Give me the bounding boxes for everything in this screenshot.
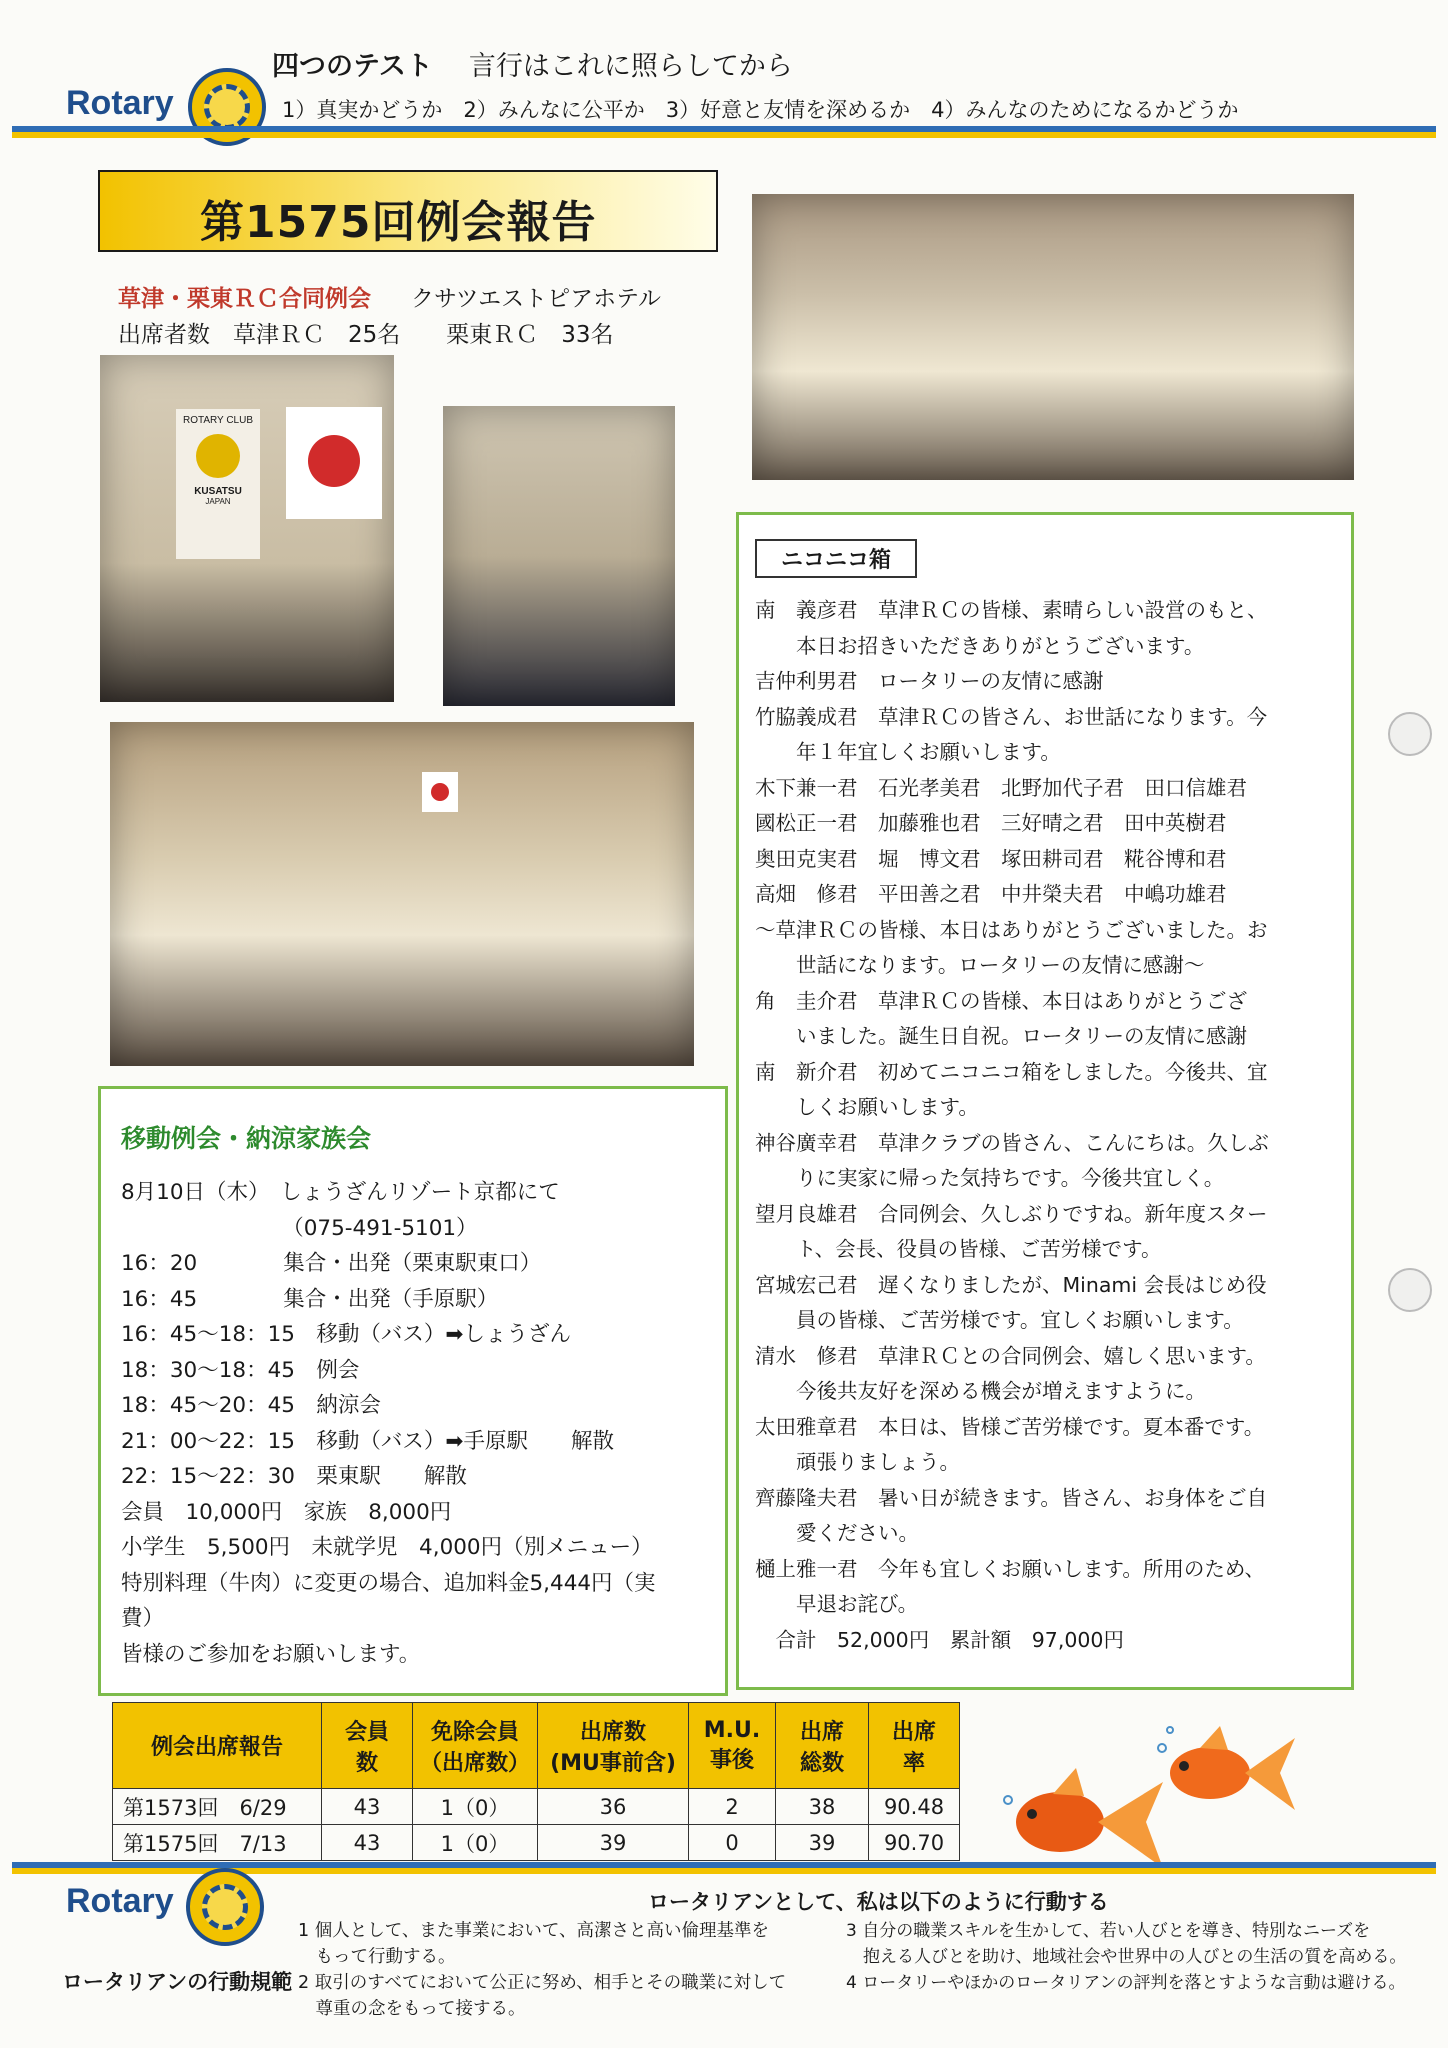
niko-line: 竹脇義成君 草津ＲＣの皆さん、お世話になります。今 xyxy=(755,704,1268,729)
table-cell: 1（0） xyxy=(413,1789,538,1825)
japan-flag xyxy=(286,407,382,519)
photo-banquet-tables xyxy=(110,722,694,1066)
japan-flag-small xyxy=(422,772,458,812)
attendance-table-title: 例会出席報告 xyxy=(113,1703,322,1789)
report-title-box xyxy=(98,170,718,252)
table-row xyxy=(113,1789,960,1825)
code-item: 尊重の念をもって接する。 xyxy=(298,1999,526,2019)
attendance-table xyxy=(112,1702,960,1861)
report-title: 第1575回例会報告 xyxy=(200,197,597,248)
table-cell: 39 xyxy=(776,1825,869,1861)
row-label: 第1573回 6/29 xyxy=(113,1789,322,1825)
binder-hole xyxy=(1388,1268,1432,1312)
niko-line: 樋上雅一君 今年も宜しくお願いします。所用のため、 xyxy=(755,1556,1266,1581)
niko-line: 合計 52,000円 累計額 97,000円 xyxy=(755,1627,1124,1652)
event-line: 22：15〜22：30 栗東駅 解散 xyxy=(121,1464,467,1489)
code-item: もって行動する。 xyxy=(298,1947,456,1967)
niko-line: 太田雅章君 本日は、皆様ご苦労様です。夏本番です。 xyxy=(755,1414,1265,1439)
event-line: 16：45〜18：15 移動（バス）➡しょうざん xyxy=(121,1322,571,1347)
niko-niko-box xyxy=(736,512,1354,1690)
code-of-conduct-heading: ロータリアンとして、私は以下のように行動する xyxy=(648,1890,1109,1914)
footer-rotary-logo-text: Rotary xyxy=(66,1882,174,1920)
niko-heading: ニコニコ箱 xyxy=(755,539,917,578)
niko-line: ト、会長、役員の皆様、ご苦労様です。 xyxy=(755,1237,1162,1261)
event-line: 皆様のご参加をお願いします。 xyxy=(121,1641,421,1667)
niko-line: 木下兼一君 石光孝美君 北野加代子君 田口信雄君 xyxy=(755,775,1247,800)
niko-line: 年１年宜しくお願いします。 xyxy=(755,740,1061,764)
footer-rotary-wheel-icon xyxy=(186,1868,264,1946)
niko-line: 世話になります。ロータリーの友情に感謝〜 xyxy=(755,953,1205,977)
niko-line: 吉仲利男君 ロータリーの友情に感謝 xyxy=(755,669,1104,693)
event-notice-box xyxy=(98,1086,728,1696)
niko-line: りに実家に帰った気持ちです。今後共宜しく。 xyxy=(755,1166,1225,1190)
four-way-test-title: 四つのテスト 言行はこれに照らしてから xyxy=(272,51,793,82)
code-item: 抱える人びとを助け、地域社会や世界中の人びとの生活の質を高める。 xyxy=(846,1947,1407,1967)
meeting-name: 草津・栗東ＲＣ合同例会 クサツエストピアホテル xyxy=(118,286,662,312)
event-line: （075-491-5101） xyxy=(121,1215,478,1241)
binder-hole xyxy=(1388,712,1432,756)
club-banner: ROTARY CLUB KUSATSU JAPAN xyxy=(176,409,260,559)
goldfish-icon xyxy=(1150,1718,1300,1828)
niko-line: 高畑 修君 平田善之君 中井榮夫君 中嶋功雄君 xyxy=(755,882,1227,906)
niko-line: 國松正一君 加藤雅也君 三好晴之君 田中英樹君 xyxy=(755,811,1227,835)
table-cell: 38 xyxy=(776,1789,869,1825)
col-header: 会員 数 xyxy=(322,1703,413,1789)
four-way-test-items: 1）真実かどうか 2）みんなに公平か 3）好意と友情を深めるか 4）みんなのためになるかどうか xyxy=(282,98,1239,122)
niko-line: いました。誕生日自祝。ロータリーの友情に感謝 xyxy=(755,1024,1247,1048)
photo-banquet-hall-top xyxy=(752,194,1354,480)
table-cell: 43 xyxy=(322,1789,413,1825)
niko-line: 望月良雄君 合同例会、久しぶりですね。新年度スター xyxy=(755,1201,1268,1226)
code-item: 4 ロータリーやほかのロータリアンの評判を落とすような言動は避ける。 xyxy=(846,1973,1406,1993)
table-row xyxy=(113,1825,960,1861)
table-cell: 1（0） xyxy=(413,1825,538,1861)
code-item: 3 自分の職業スキルを生かして、若い人びとを導き、特別なニーズを xyxy=(846,1921,1371,1941)
niko-line: 奥田克実君 堀 博文君 塚田耕司君 糀谷博和君 xyxy=(755,846,1227,871)
attendance-summary: 出席者数 草津ＲＣ 25名 栗東ＲＣ 33名 xyxy=(118,322,614,348)
table-cell: 2 xyxy=(689,1789,776,1825)
code-item: 1 個人として、また事業において、高潔さと高い倫理基準を xyxy=(298,1921,769,1941)
niko-line: 頑張りましょう。 xyxy=(755,1450,960,1474)
niko-line: 員の皆様、ご苦労様です。宜しくお願いします。 xyxy=(755,1308,1244,1332)
col-header: 免除会員 （出席数） xyxy=(413,1703,538,1789)
event-line: 特別料理（牛肉）に変更の場合、追加料金5,444円（実 xyxy=(121,1570,656,1596)
niko-line: 神谷廣幸君 草津クラブの皆さん、こんにちは。久しぶ xyxy=(755,1130,1269,1155)
table-cell: 43 xyxy=(322,1825,413,1861)
event-line: 16：20 集合・出発（栗東駅東口） xyxy=(121,1251,542,1276)
code-of-conduct-title: ロータリアンの行動規範 xyxy=(62,1970,293,1994)
niko-line: 清水 修君 草津ＲＣとの合同例会、嬉しく思います。 xyxy=(755,1343,1266,1368)
event-line: 小学生 5,500円 未就学児 4,000円（別メニュー） xyxy=(121,1535,653,1560)
rotary-logo-text: Rotary xyxy=(66,84,174,122)
col-header: 出席 率 xyxy=(869,1703,960,1789)
photo-speaker-microphone xyxy=(443,406,675,706)
niko-line: 〜草津ＲＣの皆様、本日はありがとうございました。お xyxy=(755,917,1268,942)
niko-line: 角 圭介君 草津ＲＣの皆様、本日はありがとうござ xyxy=(755,988,1247,1013)
code-items-right xyxy=(846,1918,1406,1996)
event-heading: 移動例会・納涼家族会 xyxy=(121,1124,372,1153)
event-line: 21：00〜22：15 移動（バス）➡手原駅 解散 xyxy=(121,1428,614,1454)
event-line: 費） xyxy=(121,1606,165,1631)
col-header: M.U. 事後 xyxy=(689,1703,776,1789)
table-cell: 0 xyxy=(689,1825,776,1861)
code-item: 2 取引のすべてにおいて公正に努め、相手とその職業に対して xyxy=(298,1973,787,1993)
table-cell: 36 xyxy=(538,1789,689,1825)
niko-line: 本日お招きいただきありがとうございます。 xyxy=(755,633,1205,658)
niko-line: 齊藤隆夫君 暑い日が続きます。皆さん、お身体をご自 xyxy=(755,1485,1268,1510)
niko-line: しくお願いします。 xyxy=(755,1095,979,1119)
niko-line: 南 新介君 初めてニコニコ箱をしました。今後共、宜 xyxy=(755,1059,1268,1084)
niko-line: 南 義彦君 草津ＲＣの皆様、素晴らしい設営のもと、 xyxy=(755,598,1268,622)
code-items-left xyxy=(298,1918,786,2022)
photo-speakers-podium xyxy=(100,355,394,702)
niko-line: 愛ください。 xyxy=(755,1521,919,1545)
event-line: 18：30〜18：45 例会 xyxy=(121,1357,360,1383)
niko-line: 宮城宏己君 遅くなりましたが、Minami 会長はじめ役 xyxy=(755,1272,1267,1297)
table-cell: 39 xyxy=(538,1825,689,1861)
header-band xyxy=(12,126,1436,138)
niko-line: 早退お詫び。 xyxy=(755,1592,919,1616)
niko-line: 今後共友好を深める機会が増えますように。 xyxy=(755,1379,1206,1403)
event-line: 16：45 集合・出発（手原駅） xyxy=(121,1286,499,1312)
table-cell: 90.70 xyxy=(869,1825,960,1861)
col-header: 出席数 (MU事前含) xyxy=(538,1703,689,1789)
event-body xyxy=(121,1175,656,1672)
event-line: 会員 10,000円 家族 8,000円 xyxy=(121,1499,452,1525)
col-header: 出席 総数 xyxy=(776,1703,869,1789)
event-line: 18：45〜20：45 納涼会 xyxy=(121,1393,381,1418)
niko-body xyxy=(755,593,1269,1658)
row-label: 第1575回 7/13 xyxy=(113,1825,322,1861)
event-line: 8月10日（木） しょうざんリゾート京都にて xyxy=(121,1180,560,1205)
table-cell: 90.48 xyxy=(869,1789,960,1825)
